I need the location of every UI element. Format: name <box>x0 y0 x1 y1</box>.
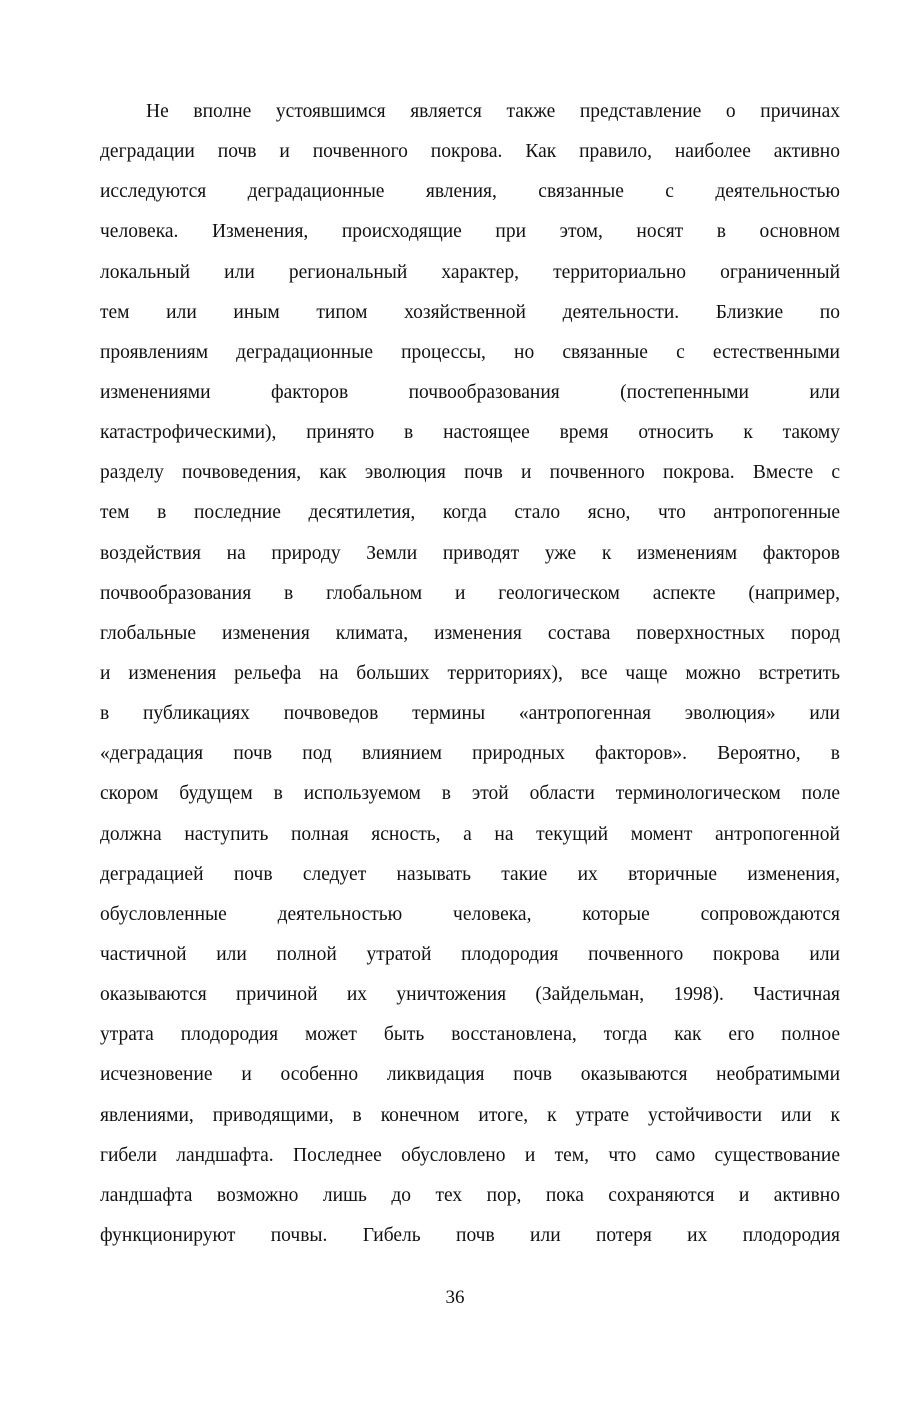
text-line: тем или иным типом хозяйственной деятельности. Близкие по <box>100 301 840 323</box>
text-line: должна наступить полная ясность, а на текущий момент антропогенной <box>100 823 840 845</box>
text-line: тем в последние десятилетия, когда стало ясно, что антропогенные <box>100 502 840 524</box>
text-line: ландшафта возможно лишь до тех пор, пока сохраняются и активно <box>100 1184 840 1206</box>
text-line: и изменения рельефа на больших территориях), все чаще можно встретить <box>100 662 840 684</box>
text-line: утрата плодородия может быть восстановлена, тогда как его полное <box>100 1024 840 1046</box>
text-line: человека. Изменения, происходящие при этом, носят в основном <box>100 221 840 243</box>
text-line: локальный или региональный характер, территориально ограниченный <box>100 261 840 283</box>
body-paragraph <box>100 92 840 1256</box>
text-line: исследуются деградационные явления, связанные с деятельностью <box>100 181 840 203</box>
text-line: исчезновение и особенно ликвидация почв оказываются необратимыми <box>100 1064 840 1086</box>
text-line: катастрофическими), принято в настоящее время относить к такому <box>100 422 840 444</box>
text-line: разделу почвоведения, как эволюция почв и почвенного покрова. Вместе с <box>100 462 840 484</box>
text-line: скором будущем в используемом в этой области терминологическом поле <box>100 783 840 805</box>
text-line: воздействия на природу Земли приводят уже к изменениям факторов <box>100 542 840 564</box>
text-line: оказываются причиной их уничтожения (Зайдельман, 1998). Частичная <box>100 984 840 1006</box>
text-line: Не вполне устоявшимся является также представление о причинах <box>146 101 840 122</box>
text-line: проявлениям деградационные процессы, но связанные с естественными <box>100 341 840 363</box>
text-line: изменениями факторов почвообразования (постепенными или <box>100 381 840 403</box>
text-line: почвообразования в глобальном и геологическом аспекте (например, <box>100 582 840 604</box>
text-line: глобальные изменения климата, изменения состава поверхностных пород <box>100 622 840 644</box>
text-line: явлениями, приводящими, в конечном итоге, к утрате устойчивости или к <box>100 1104 840 1126</box>
text-line: деградацией почв следует называть такие их вторичные изменения, <box>100 863 840 885</box>
text-line: обусловленные деятельностью человека, которые сопровождаются <box>100 903 840 925</box>
text-line: частичной или полной утратой плодородия почвенного покрова или <box>100 943 840 965</box>
text-line: гибели ландшафта. Последнее обусловлено и тем, что само существование <box>100 1144 840 1166</box>
page-number: 36 <box>445 1287 465 1308</box>
text-line: функционируют почвы. Гибель почв или потеря их плодородия <box>100 1224 840 1246</box>
text-line: «деградация почв под влиянием природных факторов». Вероятно, в <box>100 743 840 765</box>
text-line: в публикациях почвоведов термины «антропогенная эволюция» или <box>100 703 840 725</box>
text-line: деградации почв и почвенного покрова. Как правило, наиболее активно <box>100 141 840 163</box>
